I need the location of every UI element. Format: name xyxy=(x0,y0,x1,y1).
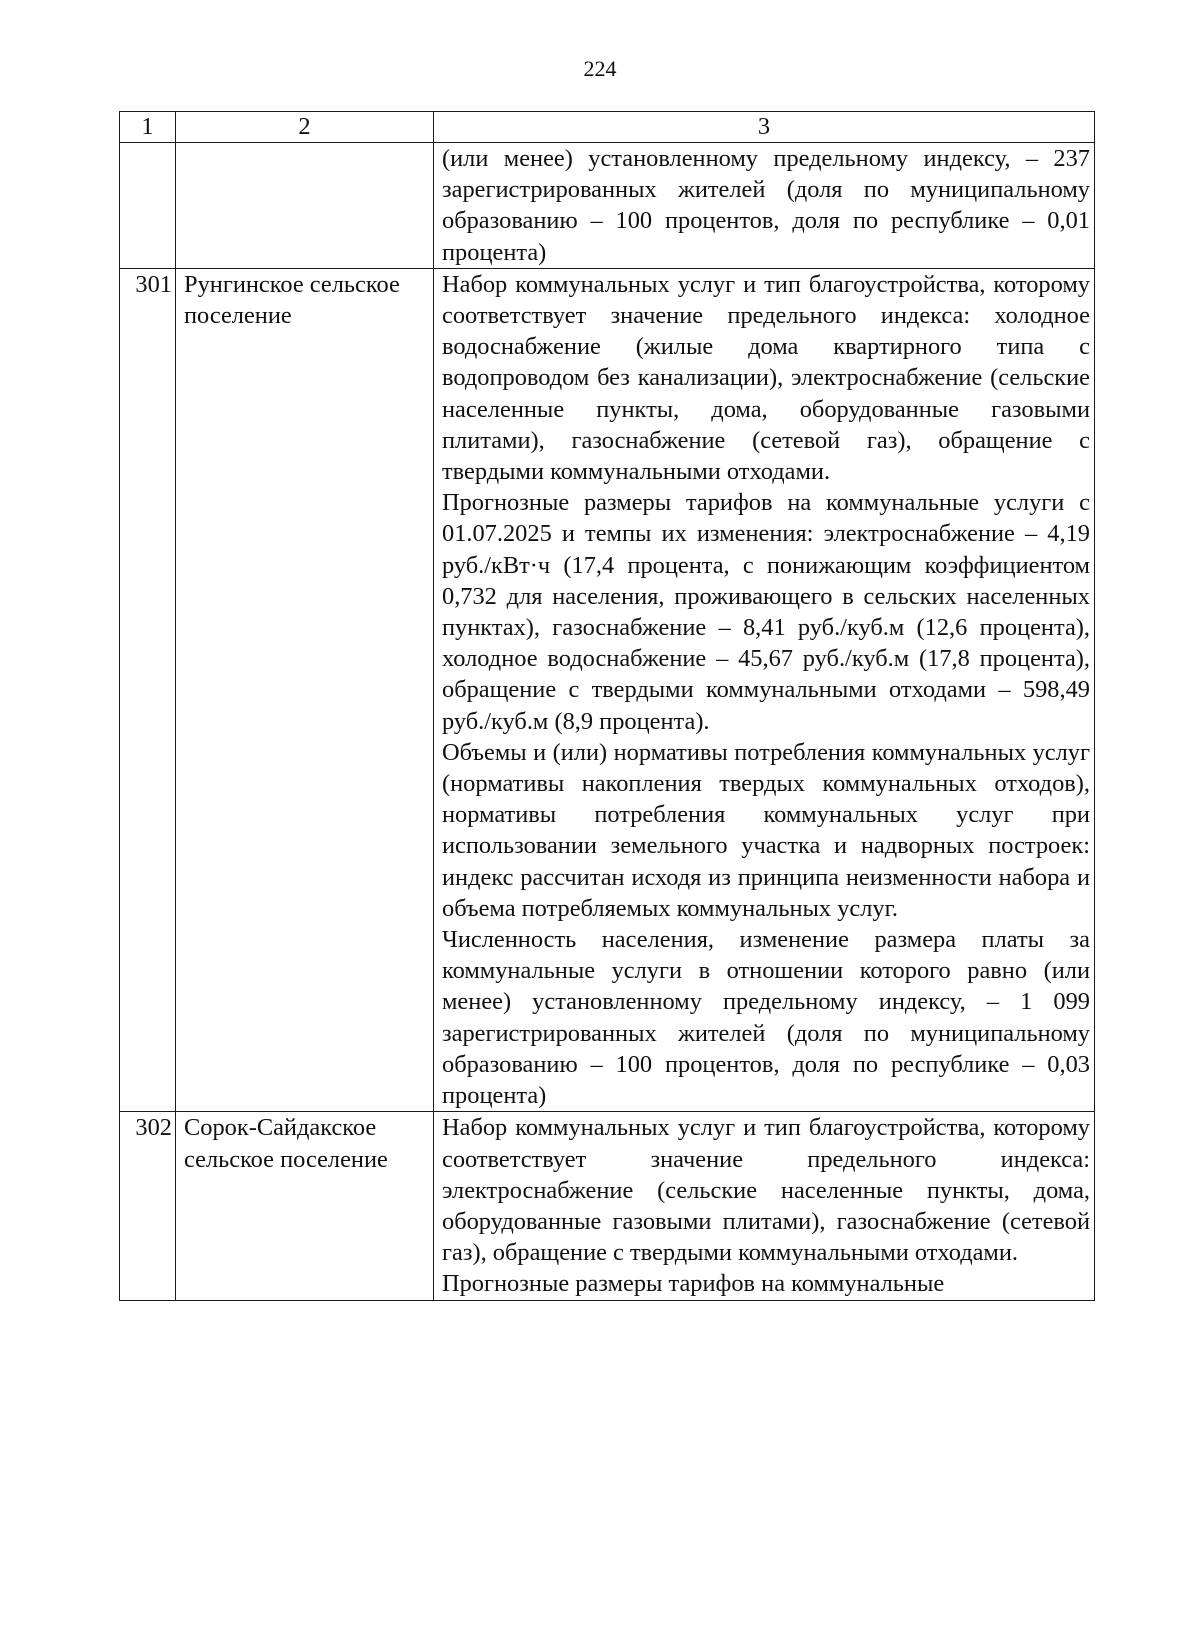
paragraph-population: Численность населения, изменение размера платы за коммунальные услуги в отношении которого равно (или менее) установленному предельному индексу, – 1 099 зарегистрированных жителей (доля по муниципальному образованию – 100 процентов, доля по республике – 0,03 процента) xyxy=(442,926,1090,1110)
settlement-name: Сорок-Сайдакское сельское поселение xyxy=(176,1112,434,1300)
row-number: 301 xyxy=(120,268,176,1111)
continuation-paragraph: (или менее) установленному предельному индексу, – 237 зарегистрированных жителей (доля по муниципальному образованию – 100 процентов, доля по республике – 0,01 процента) xyxy=(442,145,1090,266)
row-number-cell xyxy=(120,143,176,269)
page-number: 224 xyxy=(583,56,617,81)
table-row xyxy=(120,1112,1095,1300)
row-number: 302 xyxy=(120,1112,176,1300)
table-row xyxy=(120,268,1095,1111)
paragraph-services: Набор коммунальных услуг и тип благоустройства, которому соответствует значение предельного индекса: электроснабжение (сельские населенные пункты, дома, оборудованные газовыми плитами), газоснабжение (сетевой газ), обращение с твердыми коммунальными отходами. xyxy=(442,1114,1090,1267)
row-name-cell xyxy=(176,143,434,269)
paragraph-volumes: Объемы и (или) нормативы потребления коммунальных услуг (нормативы накопления твердых коммунальных отходов), нормативы потребления коммунальных услуг при использовании земельного участка и надворных построек: индекс рассчитан исходя из принципа неизменности набора и объема потребляемых коммунальных услуг. xyxy=(442,738,1090,922)
tariff-table xyxy=(119,111,1095,1301)
header-col-2: 2 xyxy=(176,112,434,143)
paragraph-tariffs: Прогнозные размеры тарифов на коммунальные услуги с 01.07.2025 и темпы их изменения: электроснабжение – 4,19 руб./кВт·ч (17,4 процента, с понижающим коэффициентом 0,732 для населения, проживающего в сельских населенных пунктах), газоснабжение – 8,41 руб./куб.м (12,6 процента), холодное водоснабжение – 45,67 руб./куб.м (17,8 процента), обращение с твердыми коммунальными отходами – 598,49 руб./куб.м (8,9 процента). xyxy=(442,489,1090,735)
header-col-1: 1 xyxy=(120,112,176,143)
row-text-cell xyxy=(434,1112,1095,1300)
settlement-name: Рунгинское сельское поселение xyxy=(176,268,434,1111)
row-text-cell xyxy=(434,268,1095,1111)
paragraph-services: Набор коммунальных услуг и тип благоустройства, которому соответствует значение предельного индекса: холодное водоснабжение (жилые дома квартирного типа с водопроводом без канализации), электроснабжение (сельские населенные пункты, дома, оборудованные газовыми плитами), газоснабжение (сетевой газ), обращение с твердыми коммунальными отходами. xyxy=(442,270,1090,486)
table-header-row xyxy=(120,112,1095,143)
header-col-3: 3 xyxy=(434,112,1095,143)
row-text-cell xyxy=(434,143,1095,269)
paragraph-tariffs: Прогнозные размеры тарифов на коммунальные xyxy=(442,1270,945,1298)
table-row-continuation xyxy=(120,143,1095,269)
